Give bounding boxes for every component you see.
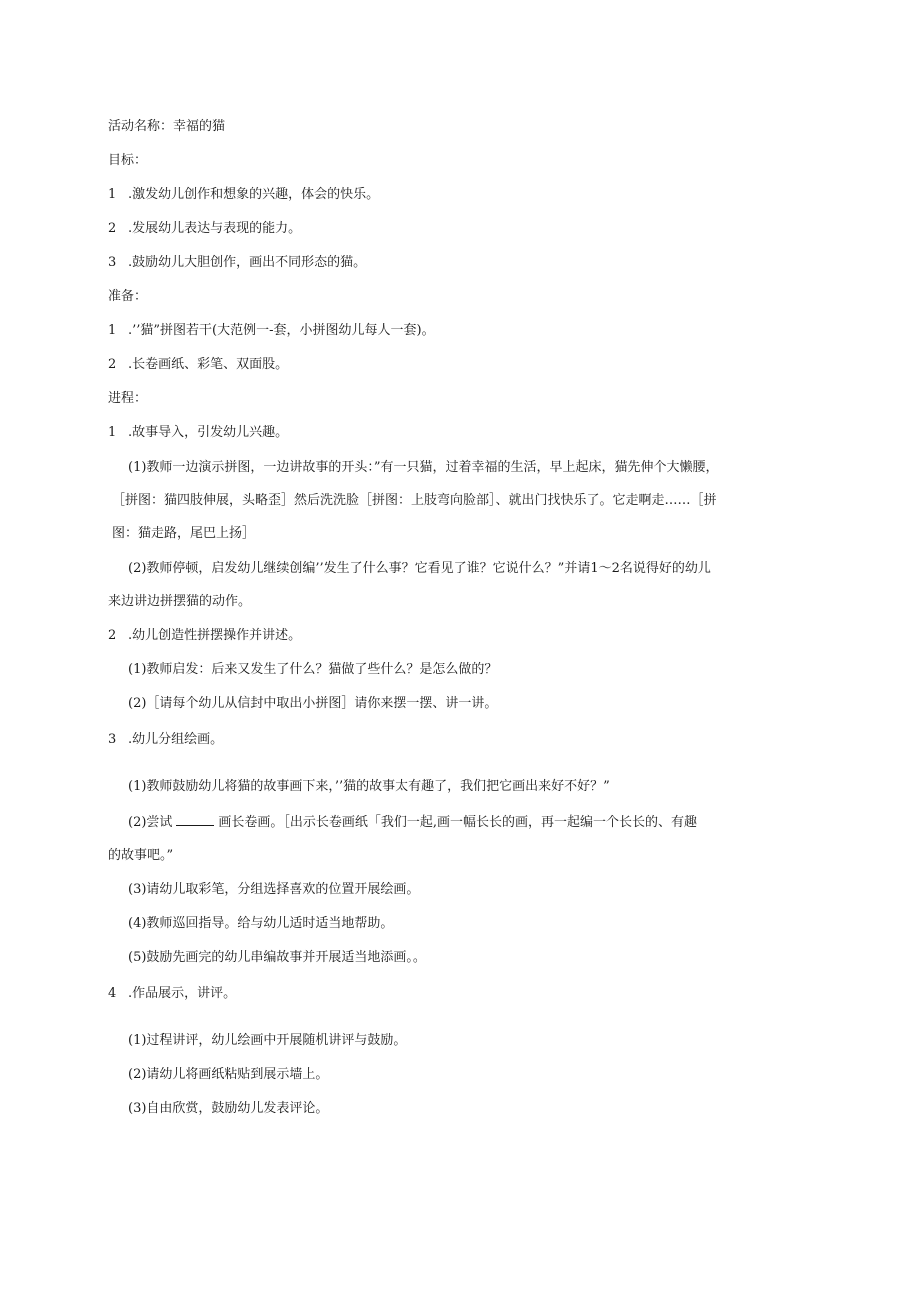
goal-number: 2 [108,221,117,236]
step-title [108,733,223,746]
prep-item [108,358,288,371]
activity-title: 活动名称：幸福的猫 [108,119,226,134]
prep-heading: 准备： [108,289,148,304]
prep-text: .长卷画纸、彩笔、双面股。 [128,357,289,372]
step-number: 4 [108,986,117,1001]
step-paragraph: (2)教师停顿，启发幼儿继续创编’’发生了什么事？它看见了谁？它说什么？”并请1～2名说得好的幼儿 [128,561,711,576]
goal-text: .鼓励幼儿大胆创作，画出不同形态的猫。 [128,255,367,270]
step-paragraph: 图：猫走路，尾巴上扬］ [112,526,256,541]
step-text: 画长卷画。［出示长卷画纸「我们一起,画一幅长长的画，再一起编一个长长的、有趣 [218,815,698,830]
step-paragraph: (3)请幼儿取彩笔，分组选择喜欢的位置开展绘画。 [128,882,420,897]
prep-number: 1 [108,323,117,338]
step-paragraph: (1)教师一边演示拼图，一边讲故事的开头：”有一只猫，过着幸福的生活，早上起床，猫先伸个大懒腰， [128,460,719,475]
process-heading: 进程： [108,391,148,406]
step-number: 1 [108,425,117,440]
step-paragraph: 的故事吧。” [108,848,174,863]
goal-item [108,256,366,269]
step-title-text: .故事导入，引发幼儿兴趣。 [128,425,289,440]
step-paragraph: (1)过程讲评，幼儿绘画中开展随机讲评与鼓励。 [128,1033,407,1048]
step-paragraph: (1)教师启发：后来又发生了什么？猫做了些什么？是怎么做的？ [128,662,498,677]
step-title-text: .幼儿创造性拼摆操作并讲述。 [128,628,302,643]
goal-item [108,188,379,201]
step-paragraph [128,815,697,829]
step-text: (2)尝试 [128,815,173,830]
goal-text: .发展幼儿表达与表现的能力。 [128,221,302,236]
step-title-text: .幼儿分组绘画。 [128,732,224,747]
prep-text: .’’猫”拼图若干(大范例一-套，小拼图幼儿每人一套)。 [128,323,435,338]
step-title-text: .作品展示，讲评。 [128,986,237,1001]
step-paragraph: (3)自由欣赏，鼓励幼儿发表评论。 [128,1101,329,1116]
step-paragraph: (5)鼓励先画完的幼儿串编故事并开展适当地添画。。 [128,950,426,965]
fill-blank [176,815,214,826]
step-title [108,426,288,439]
step-paragraph: 来边讲边拼摆猫的动作。 [108,594,252,609]
prep-number: 2 [108,357,117,372]
goal-number: 1 [108,187,117,202]
step-title [108,629,301,642]
step-number: 2 [108,628,117,643]
step-title [108,987,236,1000]
step-paragraph: ［拼图：猫四肢伸展，头略歪］然后洗洗脸［拼图：上肢弯向脸部］、就出门找快乐了。它走啊走……［拼 [112,493,717,508]
step-number: 3 [108,732,117,747]
step-paragraph: (4)教师巡回指导。给与幼儿适时适当地帮助。 [128,916,394,931]
step-paragraph: (2)［请每个幼儿从信封中取出小拼图］请你来摆一摆、讲一讲。 [128,696,498,711]
goal-text: .激发幼儿创作和想象的兴趣，体会的快乐。 [128,187,380,202]
goal-number: 3 [108,255,117,270]
goal-item [108,222,301,235]
goals-heading: 目标： [108,153,148,168]
step-paragraph: (1)教师鼓励幼儿将猫的故事画下来，’’猫的故事太有趣了，我们把它画出来好不好？” [128,779,610,794]
prep-item [108,324,435,337]
step-paragraph: (2)请幼儿将画纸粘贴到展示墙上。 [128,1067,329,1082]
